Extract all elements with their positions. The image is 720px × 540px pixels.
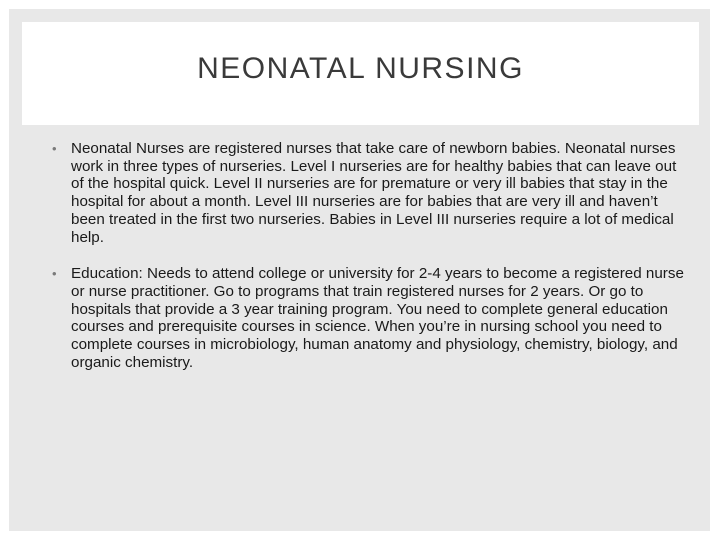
- bullet-item-education: [52, 265, 688, 371]
- bullet-marker: •: [52, 141, 57, 156]
- bullet-text: Education: Needs to attend college or university for 2-4 years to become a registered nurse or nurse practitioner. Go to programs that train registered nurses for 2 years. Or go to hospitals that provide a 3 year training program. You need to complete general education courses and prerequisite courses in science. When you’re in nursing school you need to complete courses in microbiology, human anatomy and physiology, chemistry, biology, and organic chemistry.: [71, 265, 684, 371]
- title-box: [22, 22, 699, 125]
- slide-title: NEONATAL NURSING: [197, 52, 524, 85]
- bullet-text: Neonatal Nurses are registered nurses that take care of newborn babies. Neonatal nurses work in three types of nurseries. Level I nurseries are for healthy babies that can leave out of the hospital quick. Level II nurseries are for premature or very ill babies that stay in the hospital for about a month. Level III nurseries are for babies that are very ill and haven’t been treated in the first two nurseries. Babies in Level III nurseries require a lot of medical help.: [71, 140, 677, 246]
- bullet-list: [52, 140, 688, 390]
- bullet-item-neonatal-nurses: [52, 140, 688, 246]
- bullet-marker: •: [52, 266, 57, 282]
